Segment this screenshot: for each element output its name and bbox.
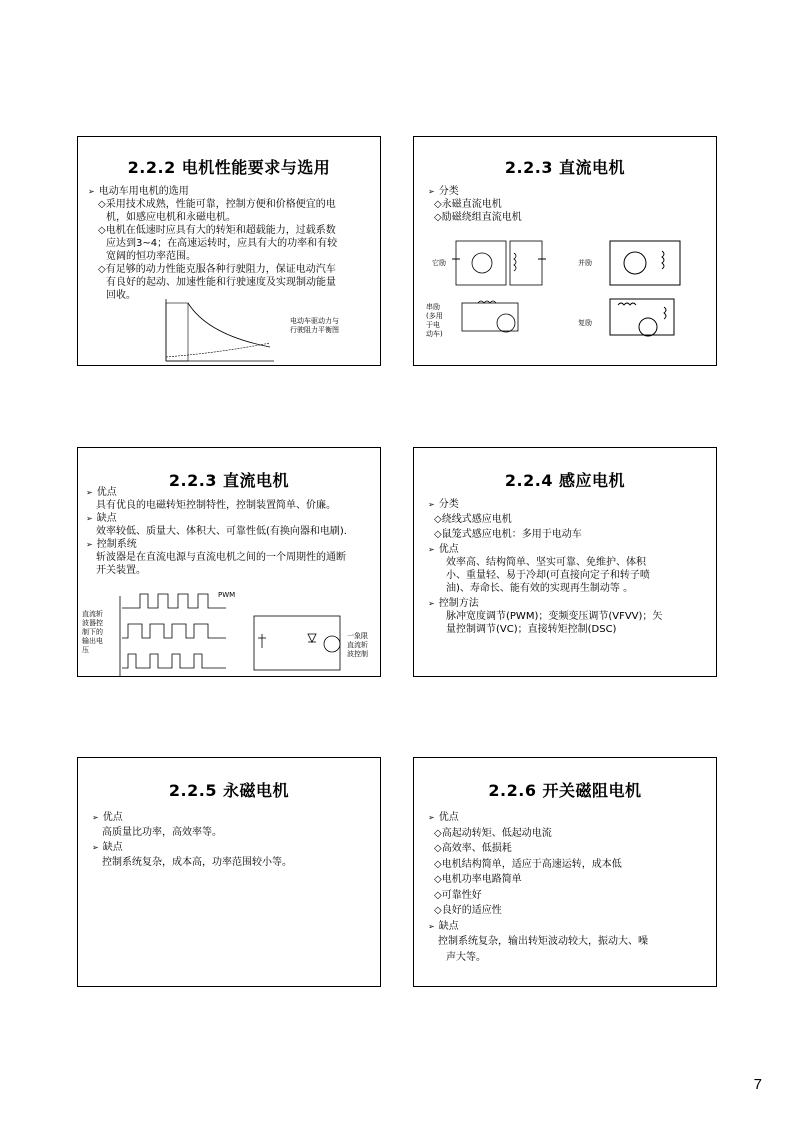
- slide-body: [88, 185, 378, 302]
- one-quadrant-label: 一象限 直流斩 波控制: [347, 632, 368, 658]
- bullet-arrow-icon: ➢: [428, 500, 435, 509]
- item-line: 回收。: [106, 290, 136, 301]
- item-line: ◇采用技术成熟，性能可靠，控制方便和价格便宜的电: [98, 199, 336, 210]
- slide-body: ➢ 优点 高质量比功率，高效率等。 ➢ 缺点 控制系统复杂，成本高，功率范围较小等。: [92, 810, 376, 870]
- item-line: ◇绕线式感应电机: [434, 514, 512, 525]
- item-line: ◇励磁绕组直流电机: [434, 212, 522, 223]
- bullet-arrow-icon: ➢: [86, 488, 93, 497]
- slide-body: ➢ 分类 ◇永磁直流电机 ◇励磁绕组直流电机: [428, 186, 522, 223]
- slide-title: 2.2.3 直流电机: [504, 158, 626, 177]
- item-line: 脉冲宽度调节(PWM)；变频变压调节(VFVV)；矢: [446, 611, 663, 622]
- slide-title: 2.2.6 开关磁阻电机: [488, 781, 642, 800]
- bullet-arrow-icon: ➢: [428, 545, 435, 554]
- item-line: 具有优良的电磁转矩控制特性，控制装置简单、价廉。: [96, 500, 336, 511]
- item-line: 机，如感应电机和永磁电机。: [106, 212, 236, 223]
- slide-dc-motor-types: [413, 136, 717, 366]
- item-line: ◇永磁直流电机: [434, 199, 502, 210]
- item-line: ◇电机在低速时应具有大的转矩和超载能力，过载系数: [98, 225, 336, 236]
- slide-title: 2.2.3 直流电机: [168, 471, 290, 490]
- item-line: 有良好的起动、加速性能和行驶速度及实现制动能量: [106, 277, 336, 288]
- slide-srm-motor: [413, 757, 717, 987]
- bullet-arrow-icon: ➢: [92, 843, 99, 852]
- slide-dc-motor-pros-cons: [77, 447, 381, 677]
- slide-title: 2.2.4 感应电机: [504, 471, 626, 490]
- bullet-arrow-icon: ➢: [428, 813, 435, 822]
- item-line: 小、重量轻、易于冷却(可直接向定子和转子喷: [446, 570, 650, 581]
- item-line: 声大等。: [446, 951, 486, 963]
- slide-body: ➢ 优点 ◇高起动转矩、低起动电流 ◇高效率、低损耗 ◇电机结构简单，适应于高速运转，成本低 ◇电机功率电路简单 ◇可靠性好 ◇良好的适应性 ➢ 缺点 控制系统复杂，输出转矩波动较大，振动大、噪 声大等。: [428, 810, 712, 965]
- item-line: 高质量比功率，高效率等。: [102, 827, 222, 838]
- item-line: ◇鼠笼式感应电机：多用于电动车: [434, 529, 582, 540]
- bullet-arrow-icon: ➢: [88, 187, 95, 196]
- slide-title: 2.2.2 电机性能要求与选用: [127, 158, 331, 177]
- bullet-arrow-icon: ➢: [86, 540, 93, 549]
- pwm-waveform-figure: [78, 448, 381, 677]
- slide-title: 2.2.5 永磁电机: [168, 781, 290, 800]
- dc-motor-circuits: [414, 137, 717, 366]
- slide-body: ➢ 分类 ◇绕线式感应电机 ◇鼠笼式感应电机：多用于电动车 ➢ 优点 效率高、结构简单、坚实可靠、免维护、体积 小、重量轻、易于冷却(可直接向定子和转子喷 油)、寿命长、能有效的实现再生制动等 。 ➢ 控制方法 脉冲宽度调节(PWM)；变频变压调节(VFVV)；矢 量控制调节(VC)；直接转矩控制(DSC): [428, 498, 712, 636]
- slide-induction-motor: [413, 447, 717, 677]
- item-line: ◇可靠性好: [434, 889, 482, 901]
- label-shunt: 并励: [578, 259, 592, 267]
- force-balance-figure: [158, 295, 278, 366]
- slide-body: ➢ 优点 具有优良的电磁转矩控制特性，控制装置简单、价廉。 ➢ 缺点 效率较低、质量大、体积大、可靠性低(有换向器和电刷). ➢ 控制系统 斩波器是在直流电源与直流电机之间的一个周期性的通断 开关装置。: [86, 486, 380, 577]
- item-line: 开关装置。: [96, 565, 146, 576]
- item-line: 控制系统复杂，成本高，功率范围较小等。: [102, 857, 292, 868]
- item-line: ◇有足够的动力性能克服各种行驶阻力，保证电动汽车: [98, 264, 336, 275]
- item-line: ◇高效率、低损耗: [434, 843, 512, 854]
- item-line: ◇电机结构简单，适应于高速运转，成本低: [434, 858, 622, 870]
- slide-motor-requirements: [77, 136, 381, 366]
- item-line: ◇高起动转矩、低起动电流: [434, 827, 552, 839]
- item-line: ◇电机功率电路简单: [434, 874, 522, 885]
- item-line: ◇良好的适应性: [434, 905, 502, 916]
- item-line: 效率高、结构简单、坚实可靠、免维护、体积: [446, 557, 646, 568]
- bullet-arrow-icon: ➢: [428, 187, 435, 196]
- page-number: 7: [753, 1076, 762, 1093]
- bullet-arrow-icon: ➢: [86, 514, 93, 523]
- figure-caption: 电动车驱动力与 行驶阻力平衡图: [290, 317, 339, 334]
- bullet-arrow-icon: ➢: [428, 921, 435, 931]
- item-line: 效率较低、质量大、体积大、可靠性低(有换向器和电刷).: [96, 526, 347, 537]
- item-line: 量控制调节(VC)；直接转矩控制(DSC): [446, 624, 617, 635]
- bullet-arrow-icon: ➢: [92, 813, 99, 822]
- item-line: 油)、寿命长、能有效的实现再生制动等 。: [446, 583, 634, 594]
- slide-pm-motor: [77, 757, 381, 987]
- pwm-label: PWM: [218, 591, 236, 599]
- item-line: 斩波器是在直流电源与直流电机之间的一个周期性的通断: [96, 552, 346, 563]
- bullet-text: 电动车用电机的选用: [98, 186, 189, 197]
- label-separate-excited: 它励: [432, 259, 446, 267]
- label-series: 串励 (多用 于电 动车): [426, 303, 443, 338]
- label-compound: 复励: [578, 319, 592, 327]
- item-line: 应达到3~4；在高速运转时，应具有大的功率和有较: [106, 238, 338, 249]
- item-line: 宽阔的恒功率范围。: [106, 251, 196, 262]
- bullet-arrow-icon: ➢: [428, 599, 435, 608]
- item-line: 控制系统复杂，输出转矩波动较大，振动大、噪: [438, 936, 648, 947]
- chopper-output-label: 直流斩 波器控 制下的 输出电 压: [82, 610, 103, 654]
